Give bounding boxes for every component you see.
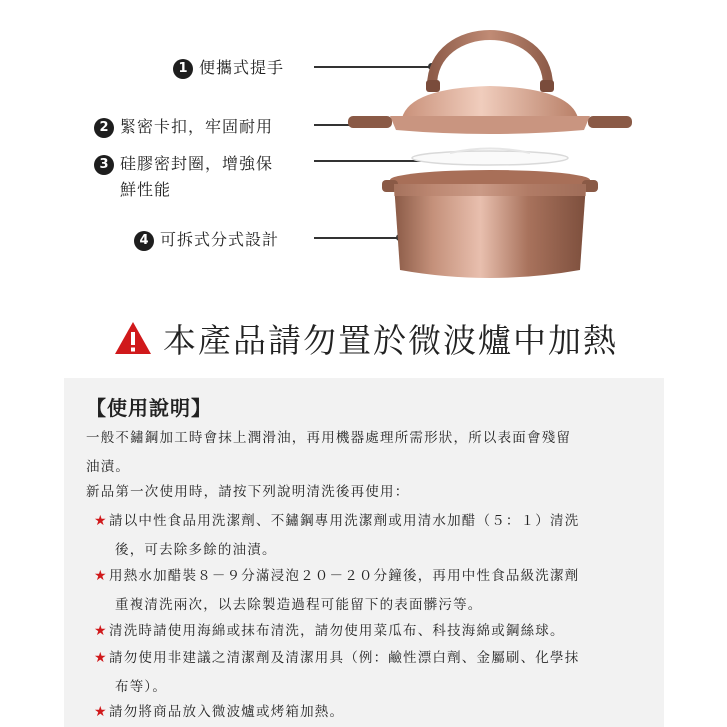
intro-line-2: 油漬。 bbox=[86, 459, 131, 475]
instruction-item-2 bbox=[94, 562, 659, 620]
intro-paragraph bbox=[86, 424, 646, 482]
instruction-item-5 bbox=[94, 698, 659, 727]
clasp-left bbox=[348, 116, 392, 128]
feature-4 bbox=[134, 227, 279, 251]
number-badge-4: 4 bbox=[134, 231, 154, 251]
star-icon: ★ bbox=[94, 568, 108, 584]
feature-2-label: 緊密卡扣，牢固耐用 bbox=[120, 117, 274, 136]
star-icon: ★ bbox=[94, 513, 108, 529]
handle-shape bbox=[432, 35, 548, 86]
instructions-panel bbox=[64, 378, 664, 727]
microwave-warning bbox=[113, 314, 618, 362]
item-2-line-1: 用熱水加醋裝８－９分滿浸泡２０－２０分鐘後，再用中性食品級洗潔劑 bbox=[109, 568, 580, 584]
item-5-line-1: 請勿將商品放入微波爐或烤箱加熱。 bbox=[109, 704, 345, 720]
instruction-item-1 bbox=[94, 507, 659, 565]
star-icon: ★ bbox=[94, 650, 108, 666]
item-3-line-1: 清洗時請使用海綿或抹布清洗，請勿使用菜瓜布、科技海綿或鋼絲球。 bbox=[109, 623, 565, 639]
star-icon: ★ bbox=[94, 623, 108, 639]
item-1-line-2: 後，可去除多餘的油漬。 bbox=[115, 542, 277, 558]
number-badge-2: 2 bbox=[94, 118, 114, 138]
feature-1 bbox=[173, 55, 284, 79]
number-badge-1: 1 bbox=[173, 59, 193, 79]
star-icon: ★ bbox=[94, 704, 108, 720]
intro-line-1: 一般不鏽鋼加工時會抹上潤滑油，再用機器處理所需形狀，所以表面會殘留 bbox=[86, 430, 572, 446]
feature-2 bbox=[94, 114, 273, 138]
item-2-line-2: 重複清洗兩次，以去除製造過程可能留下的表面髒污等。 bbox=[115, 597, 483, 613]
feature-3-label-line1: 硅膠密封圈，增強保 bbox=[120, 154, 274, 173]
lid-rim bbox=[390, 116, 590, 134]
silicone-ring bbox=[412, 151, 568, 165]
feature-3 bbox=[94, 151, 273, 203]
warning-triangle-icon bbox=[113, 320, 153, 356]
food-container-illustration bbox=[340, 20, 650, 300]
first-use-text: 新品第一次使用時，請按下列說明清洗後再使用： bbox=[86, 484, 410, 500]
clasp-right bbox=[588, 116, 632, 128]
feature-4-label: 可拆式分式設計 bbox=[160, 230, 280, 249]
feature-3-label-line2: 鮮性能 bbox=[120, 180, 172, 199]
container-body bbox=[394, 184, 586, 278]
item-4-line-1: 請勿使用非建議之清潔劑及清潔用具（例：鹼性漂白劑、金屬刷、化學抹 bbox=[109, 650, 580, 666]
item-1-line-1: 請以中性食品用洗潔劑、不鏽鋼專用洗潔劑或用清水加醋（５：１）清洗 bbox=[109, 513, 580, 529]
number-badge-3: 3 bbox=[94, 155, 114, 175]
instruction-item-4 bbox=[94, 644, 659, 702]
instructions-title: 【使用說明】 bbox=[86, 396, 212, 420]
feature-1-label: 便攜式提手 bbox=[199, 58, 285, 77]
item-4-line-2: 布等）。 bbox=[115, 679, 168, 695]
warning-text: 本產品請勿置於微波爐中加熱 bbox=[163, 320, 618, 360]
instruction-item-3 bbox=[94, 617, 659, 646]
